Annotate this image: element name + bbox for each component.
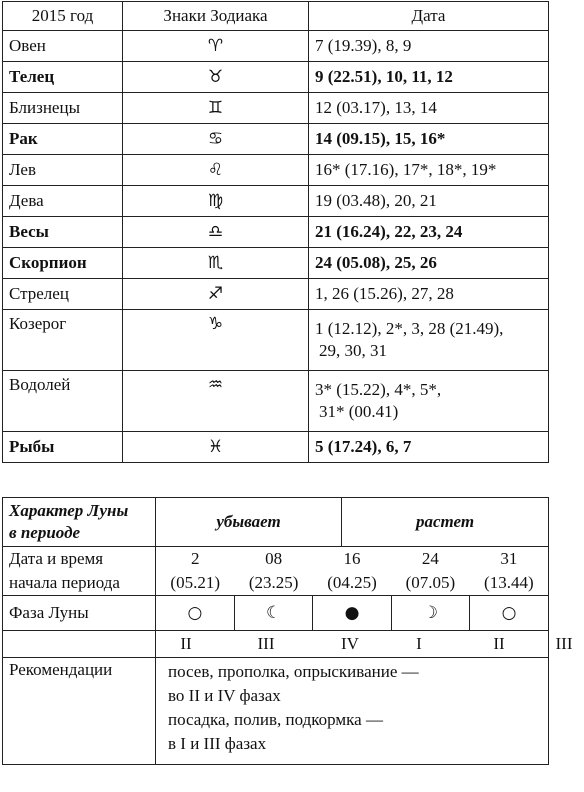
zodiac-row — [3, 31, 549, 62]
zodiac-dates: 19 (03.48), 20, 21 — [309, 186, 549, 217]
zodiac-sign-name: Овен — [3, 31, 123, 62]
period-start: 24 (07.05) — [405, 549, 456, 592]
zodiac-row — [3, 124, 549, 155]
zodiac-row — [3, 248, 549, 279]
header-zodiac-signs: Знаки Зодиака — [123, 2, 309, 31]
zodiac-dates: 1 (12.12), 2*, 3, 28 (21.49), 29, 30, 31 — [309, 310, 549, 371]
phase-roman-numeral: IV — [341, 634, 359, 653]
period-start: 16 (04.25) — [327, 549, 377, 592]
period-start-label: Дата и время начала периода — [3, 547, 156, 596]
header-date: Дата — [309, 2, 549, 31]
zodiac-symbol-icon: ♐︎ — [123, 279, 309, 310]
period-start: 08 (23.25) — [248, 549, 299, 592]
zodiac-sign-name: Рыбы — [3, 432, 123, 463]
zodiac-symbol-icon: ♒︎ — [123, 371, 309, 432]
zodiac-table — [2, 1, 549, 463]
zodiac-sign-name: Скорпион — [3, 248, 123, 279]
recommendation-line: во II и IV фазах — [168, 686, 281, 705]
zodiac-header-row — [3, 2, 549, 31]
zodiac-row — [3, 186, 549, 217]
zodiac-sign-name: Рак — [3, 124, 123, 155]
phase-roman-numeral: III — [555, 634, 573, 653]
zodiac-dates: 16* (17.16), 17*, 18*, 19* — [309, 155, 549, 186]
recommendations-label: Рекомендации — [3, 658, 156, 765]
phase-roman-numeral: I — [416, 634, 422, 653]
moon-phase-label: Фаза Луны — [3, 596, 156, 631]
zodiac-sign-name: Весы — [3, 217, 123, 248]
moon-character-row — [3, 498, 549, 547]
period-dates — [156, 547, 548, 595]
header-year: 2015 год — [3, 2, 123, 31]
moon-phase-table — [2, 497, 573, 765]
zodiac-row — [3, 371, 549, 432]
moon-character-label: Характер Луны в периоде — [3, 498, 156, 547]
zodiac-row — [3, 93, 549, 124]
roman-phase-row — [3, 631, 549, 658]
zodiac-dates: 12 (03.17), 13, 14 — [309, 93, 549, 124]
zodiac-sign-name: Дева — [3, 186, 123, 217]
recommendation-line: в I и III фазах — [168, 734, 267, 753]
zodiac-dates: 14 (09.15), 15, 16* — [309, 124, 549, 155]
zodiac-symbol-icon: ♉︎ — [123, 62, 309, 93]
full-moon-outline-icon: ○ — [156, 596, 234, 630]
zodiac-symbol-icon: ♊︎ — [123, 93, 309, 124]
moon-phase-row — [3, 596, 549, 631]
zodiac-row — [3, 62, 549, 93]
recommendations-text — [156, 658, 549, 765]
zodiac-symbol-icon: ♈︎ — [123, 31, 309, 62]
zodiac-sign-name: Стрелец — [3, 279, 123, 310]
phase-roman-numeral: II — [493, 634, 505, 653]
zodiac-symbol-icon: ♑︎ — [123, 310, 309, 371]
zodiac-symbol-icon: ♌︎ — [123, 155, 309, 186]
zodiac-row — [3, 155, 549, 186]
zodiac-sign-name: Телец — [3, 62, 123, 93]
period-start-row — [3, 547, 549, 596]
zodiac-dates: 21 (16.24), 22, 23, 24 — [309, 217, 549, 248]
period-start: 31 (13.44) — [484, 549, 534, 592]
zodiac-row — [3, 217, 549, 248]
zodiac-symbol-icon: ♎︎ — [123, 217, 309, 248]
zodiac-row — [3, 279, 549, 310]
period-start: 2 (05.21) — [170, 549, 220, 592]
new-moon-icon: ● — [313, 596, 391, 630]
zodiac-symbol-icon: ♋︎ — [123, 124, 309, 155]
zodiac-symbol-icon: ♏︎ — [123, 248, 309, 279]
phase-roman-numeral: II — [180, 634, 192, 653]
zodiac-dates: 5 (17.24), 6, 7 — [309, 432, 549, 463]
recommendation-line: посадка, полив, подкормка — — [168, 710, 383, 729]
waxing-crescent-icon: ☽ — [391, 596, 469, 630]
zodiac-dates: 24 (05.08), 25, 26 — [309, 248, 549, 279]
full-moon-outline-icon: ○ — [470, 596, 548, 630]
zodiac-dates: 9 (22.51), 10, 11, 12 — [309, 62, 549, 93]
phase-roman-numeral: III — [257, 634, 275, 653]
zodiac-sign-name: Козерог — [3, 310, 123, 371]
zodiac-row — [3, 310, 549, 371]
recommendations-row — [3, 658, 549, 765]
zodiac-row — [3, 432, 549, 463]
moon-waxing-label: растет — [342, 498, 549, 547]
zodiac-symbol-icon: ♍︎ — [123, 186, 309, 217]
zodiac-symbol-icon: ♓︎ — [123, 432, 309, 463]
waning-crescent-icon: ☾ — [234, 596, 312, 630]
zodiac-dates: 7 (19.39), 8, 9 — [309, 31, 549, 62]
zodiac-sign-name: Лев — [3, 155, 123, 186]
zodiac-dates: 1, 26 (15.26), 27, 28 — [309, 279, 549, 310]
moon-waning-label: убывает — [156, 498, 342, 547]
zodiac-dates: 3* (15.22), 4*, 5*, 31* (00.41) — [309, 371, 549, 432]
zodiac-sign-name: Близнецы — [3, 93, 123, 124]
zodiac-sign-name: Водолей — [3, 371, 123, 432]
recommendation-line: посев, прополка, опрыскивание — — [168, 662, 419, 681]
